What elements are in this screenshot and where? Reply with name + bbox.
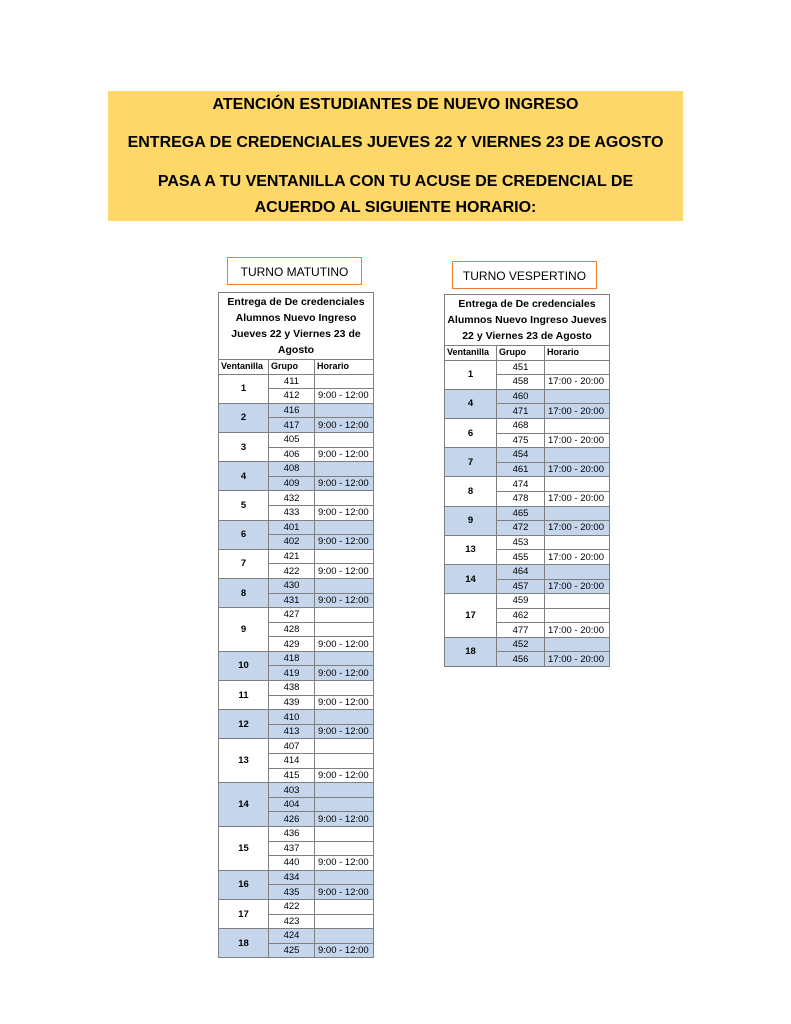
table-row xyxy=(219,608,374,623)
grupo-cell: 451 xyxy=(497,360,545,375)
table-row xyxy=(445,564,610,579)
ventanilla-cell: 11 xyxy=(219,681,269,710)
ventanilla-cell: 1 xyxy=(445,360,497,389)
table-row xyxy=(219,710,374,725)
horario-cell xyxy=(315,549,374,564)
grupo-cell: 417 xyxy=(269,418,315,433)
horario-cell xyxy=(315,608,374,623)
horario-cell xyxy=(545,477,610,492)
horario-cell: 9:00 - 12:00 xyxy=(315,885,374,900)
horario-cell xyxy=(545,418,610,433)
horario-cell xyxy=(315,710,374,725)
ventanilla-group xyxy=(219,432,374,461)
ventanilla-group xyxy=(445,535,610,564)
grupo-cell: 412 xyxy=(269,389,315,404)
horario-cell: 17:00 - 20:00 xyxy=(545,623,610,638)
grupo-cell: 468 xyxy=(497,418,545,433)
grupo-cell: 435 xyxy=(269,885,315,900)
ventanilla-cell: 16 xyxy=(219,870,269,899)
horario-cell: 17:00 - 20:00 xyxy=(545,579,610,594)
banner-line-2: ENTREGA DE CREDENCIALES JUEVES 22 Y VIERNES 23 DE AGOSTO xyxy=(127,134,664,151)
grupo-cell: 461 xyxy=(497,462,545,477)
grupo-cell: 459 xyxy=(497,594,545,609)
ventanilla-group xyxy=(445,564,610,593)
ventanilla-cell: 14 xyxy=(219,783,269,827)
grupo-cell: 478 xyxy=(497,491,545,506)
horario-cell xyxy=(315,374,374,389)
table-row xyxy=(219,374,374,389)
ventanilla-cell: 18 xyxy=(445,637,497,666)
grupo-cell: 403 xyxy=(269,783,315,798)
horario-cell xyxy=(315,899,374,914)
ventanilla-cell: 8 xyxy=(219,578,269,607)
column-header-ventanilla: Ventanilla xyxy=(445,346,497,361)
horario-cell xyxy=(545,594,610,609)
morning-schedule-table xyxy=(218,292,374,958)
grupo-cell: 414 xyxy=(269,754,315,769)
horario-cell: 17:00 - 20:00 xyxy=(545,462,610,477)
horario-cell xyxy=(315,651,374,666)
evening-shift-label: TURNO VESPERTINO xyxy=(452,261,597,289)
horario-cell: 9:00 - 12:00 xyxy=(315,666,374,681)
horario-cell xyxy=(315,491,374,506)
grupo-cell: 405 xyxy=(269,432,315,447)
grupo-cell: 415 xyxy=(269,768,315,783)
banner-line-3: PASA A TU VENTANILLA CON TU ACUSE DE CREDENCIAL DE xyxy=(157,173,634,190)
grupo-cell: 428 xyxy=(269,622,315,637)
ventanilla-group xyxy=(445,389,610,418)
banner-line-1: ATENCIÓN ESTUDIANTES DE NUEVO INGRESO xyxy=(212,96,579,113)
ventanilla-group xyxy=(445,637,610,666)
ventanilla-cell: 13 xyxy=(219,739,269,783)
horario-cell: 9:00 - 12:00 xyxy=(315,637,374,652)
ventanilla-cell: 10 xyxy=(219,651,269,680)
grupo-cell: 418 xyxy=(269,651,315,666)
grupo-cell: 427 xyxy=(269,608,315,623)
grupo-cell: 426 xyxy=(269,812,315,827)
grupo-cell: 433 xyxy=(269,505,315,520)
horario-cell: 9:00 - 12:00 xyxy=(315,593,374,608)
grupo-cell: 408 xyxy=(269,462,315,477)
grupo-cell: 402 xyxy=(269,535,315,550)
horario-cell xyxy=(545,535,610,550)
ventanilla-cell: 12 xyxy=(219,710,269,739)
grupo-cell: 425 xyxy=(269,943,315,958)
table-row xyxy=(219,520,374,535)
horario-cell xyxy=(315,929,374,944)
grupo-cell: 452 xyxy=(497,637,545,652)
banner-line-4: ACUERDO AL SIGUIENTE HORARIO: xyxy=(254,199,537,216)
table-row xyxy=(445,594,610,609)
grupo-cell: 453 xyxy=(497,535,545,550)
horario-cell: 9:00 - 12:00 xyxy=(315,695,374,710)
horario-cell xyxy=(315,739,374,754)
table-title: Entrega de De credenciales Alumnos Nuevo Ingreso Jueves 22 y Viernes 23 de Agosto xyxy=(445,295,610,346)
horario-cell: 9:00 - 12:00 xyxy=(315,505,374,520)
ventanilla-group xyxy=(219,578,374,607)
grupo-cell: 460 xyxy=(497,389,545,404)
horario-cell: 9:00 - 12:00 xyxy=(315,389,374,404)
horario-cell xyxy=(315,797,374,812)
grupo-cell: 422 xyxy=(269,564,315,579)
table-row xyxy=(219,491,374,506)
grupo-cell: 471 xyxy=(497,404,545,419)
ventanilla-group xyxy=(219,462,374,491)
ventanilla-group xyxy=(445,594,610,638)
grupo-cell: 434 xyxy=(269,870,315,885)
horario-cell xyxy=(315,841,374,856)
horario-cell: 17:00 - 20:00 xyxy=(545,404,610,419)
horario-cell xyxy=(315,870,374,885)
column-header-horario: Horario xyxy=(315,360,374,375)
horario-cell: 17:00 - 20:00 xyxy=(545,521,610,536)
table-row xyxy=(445,389,610,404)
horario-cell: 9:00 - 12:00 xyxy=(315,418,374,433)
grupo-cell: 457 xyxy=(497,579,545,594)
horario-cell: 17:00 - 20:00 xyxy=(545,375,610,390)
table-row xyxy=(445,477,610,492)
horario-cell xyxy=(315,681,374,696)
horario-cell: 9:00 - 12:00 xyxy=(315,447,374,462)
horario-cell xyxy=(545,637,610,652)
grupo-cell: 455 xyxy=(497,550,545,565)
horario-cell xyxy=(315,827,374,842)
horario-cell: 9:00 - 12:00 xyxy=(315,812,374,827)
horario-cell xyxy=(315,914,374,929)
ventanilla-group xyxy=(445,448,610,477)
horario-cell xyxy=(315,622,374,637)
ventanilla-cell: 18 xyxy=(219,929,269,958)
grupo-cell: 465 xyxy=(497,506,545,521)
ventanilla-group xyxy=(445,360,610,389)
grupo-cell: 472 xyxy=(497,521,545,536)
horario-cell xyxy=(545,360,610,375)
table-row xyxy=(219,899,374,914)
ventanilla-cell: 6 xyxy=(445,418,497,447)
ventanilla-group xyxy=(219,899,374,928)
horario-cell xyxy=(315,520,374,535)
horario-cell: 9:00 - 12:00 xyxy=(315,943,374,958)
grupo-cell: 401 xyxy=(269,520,315,535)
table-row xyxy=(219,827,374,842)
grupo-cell: 440 xyxy=(269,856,315,871)
ventanilla-group xyxy=(219,374,374,403)
horario-cell xyxy=(545,608,610,623)
ventanilla-cell: 8 xyxy=(445,477,497,506)
ventanilla-cell: 15 xyxy=(219,827,269,871)
ventanilla-cell: 14 xyxy=(445,564,497,593)
evening-schedule-table xyxy=(444,294,610,667)
horario-cell xyxy=(545,448,610,463)
grupo-cell: 416 xyxy=(269,403,315,418)
table-row xyxy=(445,418,610,433)
table-row xyxy=(219,739,374,754)
grupo-cell: 438 xyxy=(269,681,315,696)
grupo-cell: 421 xyxy=(269,549,315,564)
grupo-cell: 477 xyxy=(497,623,545,638)
horario-cell: 9:00 - 12:00 xyxy=(315,724,374,739)
horario-cell xyxy=(545,564,610,579)
table-row xyxy=(445,448,610,463)
notice-banner xyxy=(108,91,683,221)
ventanilla-cell: 13 xyxy=(445,535,497,564)
ventanilla-group xyxy=(219,403,374,432)
grupo-cell: 419 xyxy=(269,666,315,681)
grupo-cell: 422 xyxy=(269,899,315,914)
ventanilla-group xyxy=(445,506,610,535)
horario-cell: 9:00 - 12:00 xyxy=(315,535,374,550)
grupo-cell: 423 xyxy=(269,914,315,929)
ventanilla-cell: 3 xyxy=(219,432,269,461)
ventanilla-cell: 9 xyxy=(219,608,269,652)
ventanilla-cell: 17 xyxy=(219,899,269,928)
grupo-cell: 431 xyxy=(269,593,315,608)
horario-cell: 17:00 - 20:00 xyxy=(545,550,610,565)
ventanilla-group xyxy=(445,418,610,447)
grupo-cell: 410 xyxy=(269,710,315,725)
ventanilla-group xyxy=(219,549,374,578)
ventanilla-cell: 1 xyxy=(219,374,269,403)
grupo-cell: 413 xyxy=(269,724,315,739)
grupo-cell: 456 xyxy=(497,652,545,667)
table-row xyxy=(219,403,374,418)
table-row xyxy=(219,929,374,944)
table-row xyxy=(219,578,374,593)
horario-cell: 17:00 - 20:00 xyxy=(545,491,610,506)
table-row xyxy=(219,783,374,798)
ventanilla-group xyxy=(219,651,374,680)
morning-shift-label: TURNO MATUTINO xyxy=(227,257,362,285)
horario-cell xyxy=(545,389,610,404)
table-row xyxy=(445,637,610,652)
table-row xyxy=(219,432,374,447)
grupo-cell: 439 xyxy=(269,695,315,710)
grupo-cell: 409 xyxy=(269,476,315,491)
grupo-cell: 430 xyxy=(269,578,315,593)
ventanilla-cell: 6 xyxy=(219,520,269,549)
ventanilla-cell: 7 xyxy=(219,549,269,578)
grupo-cell: 432 xyxy=(269,491,315,506)
ventanilla-group xyxy=(219,491,374,520)
horario-cell xyxy=(315,462,374,477)
grupo-cell: 437 xyxy=(269,841,315,856)
grupo-cell: 407 xyxy=(269,739,315,754)
ventanilla-group xyxy=(219,783,374,827)
horario-cell xyxy=(315,754,374,769)
ventanilla-cell: 9 xyxy=(445,506,497,535)
grupo-cell: 474 xyxy=(497,477,545,492)
table-row xyxy=(219,549,374,564)
grupo-cell: 406 xyxy=(269,447,315,462)
column-header-grupo: Grupo xyxy=(269,360,315,375)
grupo-cell: 475 xyxy=(497,433,545,448)
column-header-ventanilla: Ventanilla xyxy=(219,360,269,375)
grupo-cell: 462 xyxy=(497,608,545,623)
grupo-cell: 411 xyxy=(269,374,315,389)
table-row xyxy=(219,462,374,477)
ventanilla-group xyxy=(219,681,374,710)
ventanilla-cell: 2 xyxy=(219,403,269,432)
grupo-cell: 404 xyxy=(269,797,315,812)
table-row xyxy=(219,681,374,696)
table-row xyxy=(445,360,610,375)
table-title: Entrega de De credenciales Alumnos Nuevo Ingreso Jueves 22 y Viernes 23 de Agosto xyxy=(219,293,374,360)
ventanilla-group xyxy=(219,739,374,783)
ventanilla-group xyxy=(219,710,374,739)
ventanilla-group xyxy=(219,520,374,549)
ventanilla-cell: 7 xyxy=(445,448,497,477)
horario-cell xyxy=(315,432,374,447)
horario-cell: 9:00 - 12:00 xyxy=(315,768,374,783)
column-header-horario: Horario xyxy=(545,346,610,361)
ventanilla-cell: 4 xyxy=(445,389,497,418)
horario-cell xyxy=(315,403,374,418)
horario-cell xyxy=(545,506,610,521)
ventanilla-cell: 17 xyxy=(445,594,497,638)
table-row xyxy=(445,535,610,550)
horario-cell: 9:00 - 12:00 xyxy=(315,476,374,491)
horario-cell: 9:00 - 12:00 xyxy=(315,856,374,871)
horario-cell: 17:00 - 20:00 xyxy=(545,652,610,667)
grupo-cell: 464 xyxy=(497,564,545,579)
horario-cell xyxy=(315,783,374,798)
ventanilla-cell: 4 xyxy=(219,462,269,491)
ventanilla-group xyxy=(219,608,374,652)
horario-cell: 9:00 - 12:00 xyxy=(315,564,374,579)
table-row xyxy=(445,506,610,521)
table-row xyxy=(219,870,374,885)
grupo-cell: 436 xyxy=(269,827,315,842)
grupo-cell: 454 xyxy=(497,448,545,463)
table-row xyxy=(219,651,374,666)
ventanilla-group xyxy=(219,827,374,871)
grupo-cell: 424 xyxy=(269,929,315,944)
ventanilla-group xyxy=(445,477,610,506)
ventanilla-cell: 5 xyxy=(219,491,269,520)
horario-cell xyxy=(315,578,374,593)
column-header-grupo: Grupo xyxy=(497,346,545,361)
horario-cell: 17:00 - 20:00 xyxy=(545,433,610,448)
grupo-cell: 458 xyxy=(497,375,545,390)
ventanilla-group xyxy=(219,870,374,899)
ventanilla-group xyxy=(219,929,374,958)
grupo-cell: 429 xyxy=(269,637,315,652)
